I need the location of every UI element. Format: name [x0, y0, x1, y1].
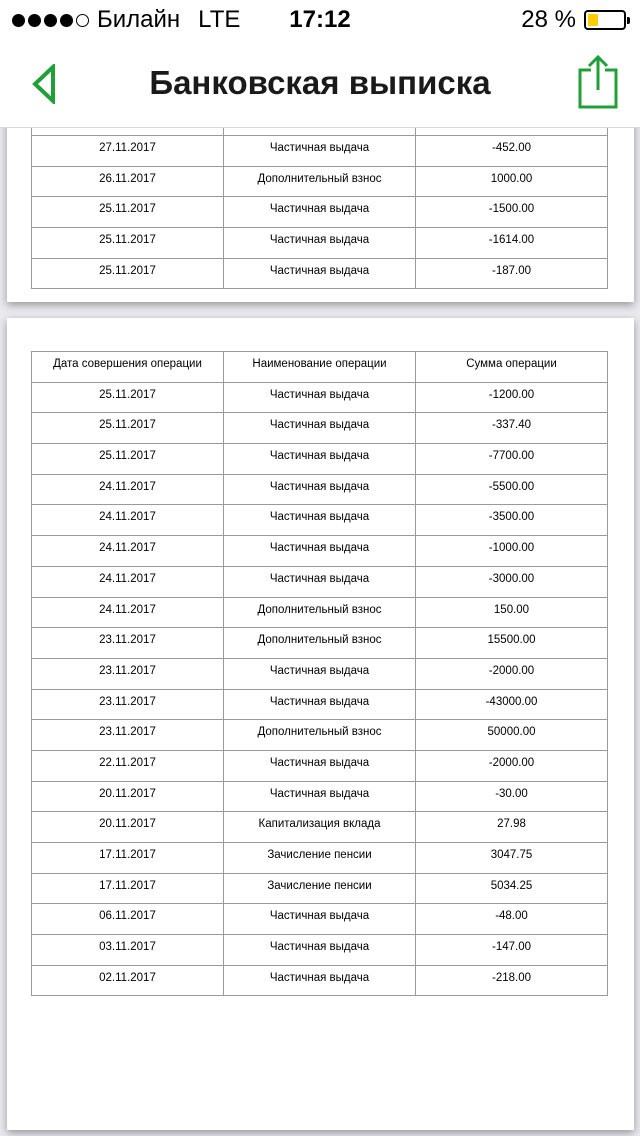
cell-operation: Частичная выдача — [224, 228, 416, 259]
statement-page-2 — [7, 318, 634, 1130]
table-row — [32, 166, 608, 197]
cell-date: 24.11.2017 — [32, 566, 224, 597]
cell-operation: Дополнительный взнос — [224, 628, 416, 659]
cell-amount: 27.98 — [416, 812, 608, 843]
cell-operation: Частичная выдача — [224, 689, 416, 720]
cell-operation: Частичная выдача — [224, 197, 416, 228]
cell-operation: Частичная выдача — [224, 566, 416, 597]
cell-amount: -1500.00 — [416, 197, 608, 228]
carrier-name: Билайн — [97, 6, 181, 33]
table-row — [32, 505, 608, 536]
cell-amount: 15500.00 — [416, 628, 608, 659]
status-bar — [0, 0, 640, 40]
table-row — [32, 689, 608, 720]
cell-operation: Дополнительный взнос — [224, 166, 416, 197]
cell-operation: Капитализация вклада — [224, 812, 416, 843]
cell-date: 23.11.2017 — [32, 658, 224, 689]
cell-date: 02.11.2017 — [32, 965, 224, 996]
cell-date: 17.11.2017 — [32, 843, 224, 874]
cell-amount: -1000.00 — [416, 536, 608, 567]
cell-operation: Частичная выдача — [224, 505, 416, 536]
cell-operation: Частичная выдача — [224, 750, 416, 781]
cell-date: 25.11.2017 — [32, 382, 224, 413]
table-row — [32, 720, 608, 751]
share-icon — [577, 54, 619, 110]
cell-amount: 150.00 — [416, 597, 608, 628]
table-row — [32, 781, 608, 812]
status-right — [521, 6, 626, 34]
cell-amount: -3500.00 — [416, 505, 608, 536]
cell-operation: Частичная выдача — [224, 474, 416, 505]
cell-operation: Частичная выдача — [224, 658, 416, 689]
cell-date: 25.11.2017 — [32, 258, 224, 289]
cell-date: 23.11.2017 — [32, 689, 224, 720]
cell-amount: -2000.00 — [416, 658, 608, 689]
table-row — [32, 258, 608, 289]
cell-operation: Частичная выдача — [224, 965, 416, 996]
cell-operation: Частичная выдача — [224, 413, 416, 444]
statement-page-1 — [7, 128, 634, 302]
cell-date: 25.11.2017 — [32, 413, 224, 444]
table-row — [32, 658, 608, 689]
transactions-table — [31, 351, 608, 996]
table-row — [32, 382, 608, 413]
status-time: 17:12 — [289, 6, 351, 33]
table-header-row — [32, 352, 608, 383]
cell-date: 25.11.2017 — [32, 444, 224, 475]
cell-amount: -3000.00 — [416, 566, 608, 597]
table-row — [32, 128, 608, 136]
cell-operation: Частичная выдача — [224, 781, 416, 812]
table-row — [32, 935, 608, 966]
cell-date: 23.11.2017 — [32, 628, 224, 659]
cell-amount: -5500.00 — [416, 474, 608, 505]
table-row — [32, 750, 608, 781]
table-row — [32, 965, 608, 996]
table-row — [32, 536, 608, 567]
cell-operation: Дополнительный взнос — [224, 720, 416, 751]
cell-operation: Дополнительный взнос — [224, 597, 416, 628]
table-row — [32, 843, 608, 874]
battery-icon — [584, 10, 626, 30]
cell-amount: -452.00 — [416, 136, 608, 167]
cell-amount: 3047.75 — [416, 843, 608, 874]
battery-level — [588, 14, 598, 26]
network-type: LTE — [198, 6, 241, 33]
cell-amount: -187.00 — [416, 258, 608, 289]
cell-date: 24.11.2017 — [32, 505, 224, 536]
cell-date: 24.11.2017 — [32, 474, 224, 505]
table-row — [32, 474, 608, 505]
cell-amount: 5034.25 — [416, 873, 608, 904]
cell-operation: Частичная выдача — [224, 935, 416, 966]
table-row — [32, 444, 608, 475]
statement-viewer[interactable] — [0, 128, 640, 1136]
table-row — [32, 136, 608, 167]
cell-operation: Зачисление пенсии — [224, 873, 416, 904]
table-row — [32, 628, 608, 659]
cell-date: 20.11.2017 — [32, 781, 224, 812]
column-header-date: Дата совершения операции — [32, 352, 224, 383]
cell-date: 23.11.2017 — [32, 720, 224, 751]
table-row — [32, 413, 608, 444]
navigation-bar — [0, 40, 640, 128]
cell-operation: Частичная выдача — [224, 904, 416, 935]
table-row — [32, 197, 608, 228]
cell-date: 24.11.2017 — [32, 536, 224, 567]
cell-amount: -30.00 — [416, 781, 608, 812]
cell-amount: -48.00 — [416, 904, 608, 935]
column-header-operation: Наименование операции — [224, 352, 416, 383]
cell-date: 26.11.2017 — [32, 166, 224, 197]
cell-amount: -147.00 — [416, 935, 608, 966]
cell-amount: 50000.00 — [416, 720, 608, 751]
cell-date: 25.11.2017 — [32, 228, 224, 259]
cell-date: 20.11.2017 — [32, 812, 224, 843]
cell-date: 25.11.2017 — [32, 197, 224, 228]
cell-amount: -1614.00 — [416, 228, 608, 259]
table-row — [32, 904, 608, 935]
cell-amount: -218.00 — [416, 965, 608, 996]
cell-operation: Частичная выдача — [224, 444, 416, 475]
table-row — [32, 812, 608, 843]
page-title: Банковская выписка — [149, 64, 491, 101]
cell-date: 24.11.2017 — [32, 597, 224, 628]
cell-date: 27.11.2017 — [32, 136, 224, 167]
share-button[interactable] — [574, 52, 622, 112]
cell-date: 06.11.2017 — [32, 904, 224, 935]
column-header-amount: Сумма операции — [416, 352, 608, 383]
cell-amount: -1200.00 — [416, 382, 608, 413]
cell-operation: Частичная выдача — [224, 382, 416, 413]
cell-operation: Частичная выдача — [224, 258, 416, 289]
table-row — [32, 228, 608, 259]
table-row — [32, 566, 608, 597]
transactions-table — [31, 128, 608, 289]
cell-amount: -2000.00 — [416, 750, 608, 781]
cell-amount: -7700.00 — [416, 444, 608, 475]
cell-date: 22.11.2017 — [32, 750, 224, 781]
table-row — [32, 873, 608, 904]
cell-operation: Частичная выдача — [224, 136, 416, 167]
cell-amount: -43000.00 — [416, 689, 608, 720]
cell-operation: Частичная выдача — [224, 536, 416, 567]
battery-percent: 28 % — [521, 6, 576, 33]
cell-operation: Зачисление пенсии — [224, 843, 416, 874]
cell-date: 17.11.2017 — [32, 873, 224, 904]
table-row — [32, 597, 608, 628]
cell-date: 03.11.2017 — [32, 935, 224, 966]
cell-amount: -337.40 — [416, 413, 608, 444]
cell-amount: 1000.00 — [416, 166, 608, 197]
